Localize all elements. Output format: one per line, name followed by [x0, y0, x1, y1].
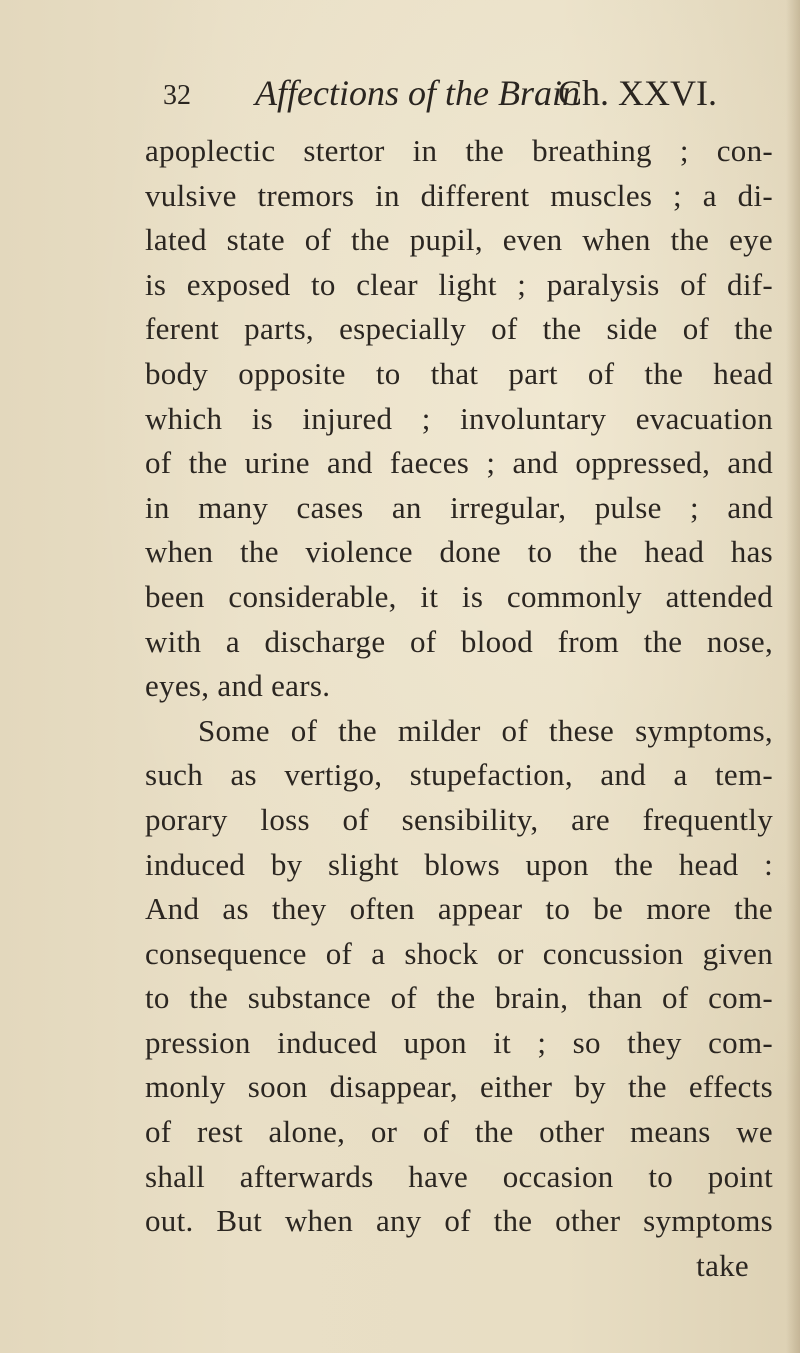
text-line: out. But when any of the other symptoms — [145, 1203, 773, 1239]
text-line: pression induced upon it ; so they com- — [145, 1024, 773, 1060]
text-line: in many cases an irregular, pulse ; and — [145, 489, 773, 525]
text-line: to the substance of the brain, than of com- — [145, 980, 773, 1016]
text-line: when the violence done to the head has — [145, 534, 773, 570]
text-line: with a discharge of blood from the nose, — [145, 623, 773, 659]
body-text — [145, 129, 773, 1288]
text-line: consequence of a shock or concussion given — [145, 935, 773, 971]
text-line: lated state of the pupil, even when the eye — [145, 222, 773, 258]
text-line: been considerable, it is commonly attended — [145, 578, 773, 614]
page-edge — [786, 0, 800, 1353]
text-line: which is injured ; involuntary evacuation — [145, 400, 773, 436]
text-line: is exposed to clear light ; paralysis of dif- — [145, 266, 773, 302]
running-header — [163, 72, 773, 122]
text-line: porary loss of sensibility, are frequently — [145, 801, 773, 837]
text-line: apoplectic stertor in the breathing ; con- — [145, 133, 773, 168]
text-line: body opposite to that part of the head — [145, 355, 773, 391]
page-number: 32 — [163, 80, 191, 111]
text-line: And as they often appear to be more the — [145, 891, 773, 927]
text-line: such as vertigo, stupefaction, and a tem- — [145, 757, 773, 793]
text-line: monly soon disappear, either by the effects — [145, 1069, 773, 1105]
text-line: shall afterwards have occasion to point — [145, 1158, 773, 1194]
paragraph-end-line: eyes, and ears. — [145, 668, 331, 704]
chapter-label: Ch. XXVI. — [558, 73, 717, 113]
text-line: vulsive tremors in different muscles ; a di- — [145, 177, 773, 213]
text-line: of the urine and faeces ; and oppressed, and — [145, 445, 773, 481]
text-line: induced by slight blows upon the head : — [145, 846, 773, 882]
catchword: take — [696, 1247, 749, 1283]
text-line: ferent parts, especially of the side of the — [145, 311, 773, 347]
running-title: Affections of the Brain — [255, 73, 580, 113]
text-line: of rest alone, or of the other means we — [145, 1114, 773, 1150]
paragraph-start-line: Some of the milder of these symptoms, — [198, 712, 773, 748]
